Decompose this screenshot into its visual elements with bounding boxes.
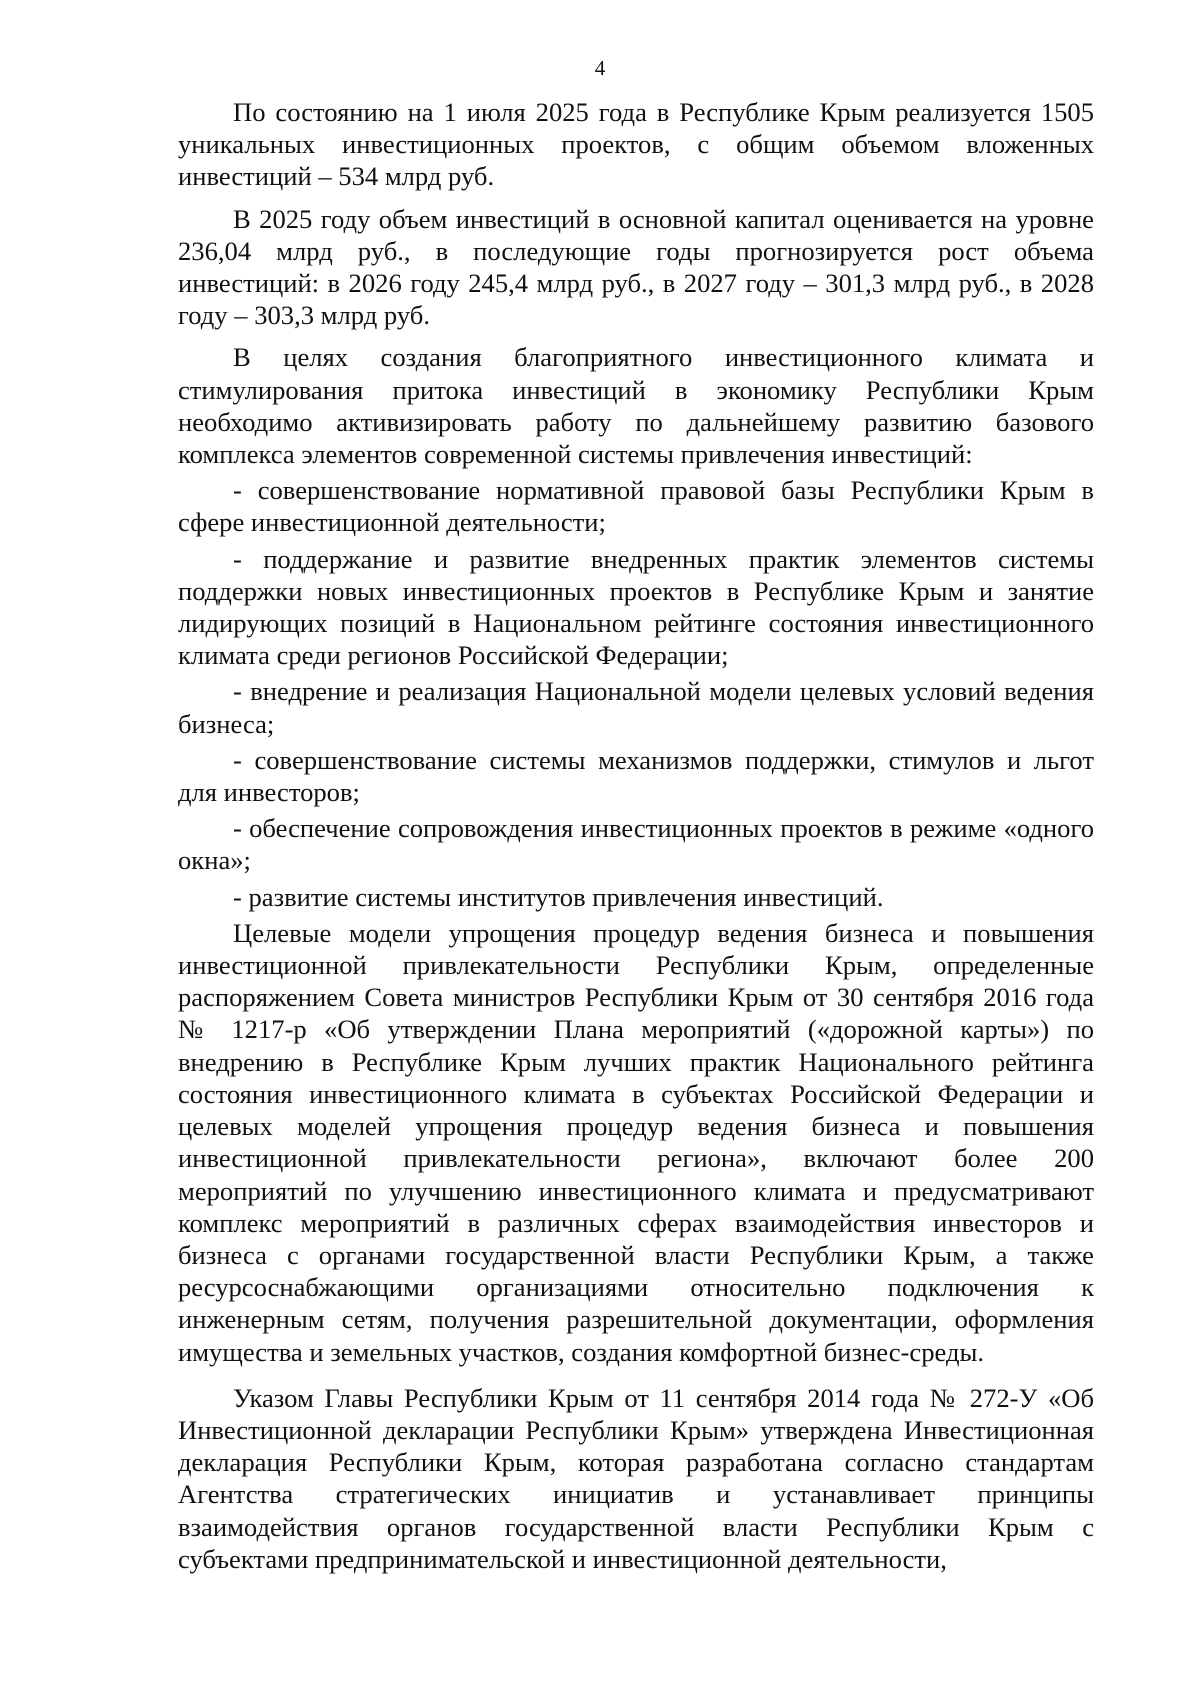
- document-body: [178, 96, 1094, 1579]
- list-item-support-practices: - поддержание и развитие внедренных практик элементов системы поддержки новых инвестиционных проектов в Республике Крым и занятие лидирующих позиций в Национальном рейтинге состояния инвестиционного климата среди регионов Российской Федерации;: [178, 543, 1094, 671]
- paragraph-investment-forecast: В 2025 году объем инвестиций в основной капитал оценивается на уровне 236,04 млрд руб., в последующие годы прогнозируется рост объема инвестиций: в 2026 году 245,4 млрд руб., в 2027 году – 301,3 млрд руб., в 2028 году – 303,3 млрд руб.: [178, 203, 1094, 331]
- list-item-one-window: - обеспечение сопровождения инвестиционных проектов в режиме «одного окна»;: [178, 813, 1094, 876]
- paragraph-target-models: Целевые модели упрощения процедур ведения бизнеса и повышения инвестиционной привлекательности Республики Крым, определенные распоряжением Совета министров Республики Крым от 30 сентября 2016 года № 1217-р «Об утверждении Плана мероприятий («дорожной карты») по внедрению в Республике Крым лучших практик Национального рейтинга состояния инвестиционного климата в субъектах Российской Федерации и целевых моделей упрощения процедур ведения бизнеса и повышения инвестиционной привлекательности региона», включают более 200 мероприятий по улучшению инвестиционного климата и предусматривают комплекс мероприятий в различных сферах взаимодействия инвесторов и бизнеса с органами государственной власти Республики Крым, а также ресурсоснабжающими организациями относительно подключения к инженерным сетям, получения разрешительной документации, оформления имущества и земельных участков, создания комфортной бизнес-среды.: [178, 917, 1094, 1367]
- paragraph-investment-climate-goals: В целях создания благоприятного инвестиционного климата и стимулирования притока инвестиций в экономику Республики Крым необходимо активизировать работу по дальнейшему развитию базового комплекса элементов современной системы привлечения инвестиций:: [178, 342, 1094, 470]
- paragraph-project-status: По состоянию на 1 июля 2025 года в Республике Крым реализуется 1505 уникальных инвестиционных проектов, с общим объемом вложенных инвестиций – 534 млрд руб.: [178, 97, 1094, 192]
- page-number: 4: [594, 56, 606, 80]
- list-item-investor-incentives: - совершенствование системы механизмов поддержки, стимулов и льгот для инвесторов;: [178, 744, 1094, 808]
- list-item-institutions: - развитие системы институтов привлечения инвестиций.: [233, 881, 884, 912]
- list-item-national-model: - внедрение и реализация Национальной модели целевых условий ведения бизнеса;: [178, 676, 1094, 739]
- list-item-legal-framework: - совершенствование нормативной правовой базы Республики Крым в сфере инвестиционной деятельности;: [178, 475, 1094, 538]
- paragraph-investment-declaration: Указом Главы Республики Крым от 11 сентября 2014 года № 272-У «Об Инвестиционной декларации Республики Крым» утверждена Инвестиционная декларация Республики Крым, которая разработана согласно стандартам Агентства стратегических инициатив и устанавливает принципы взаимодействия органов государственной власти Республики Крым с субъектами предпринимательской и инвестиционной деятельности,: [178, 1382, 1094, 1574]
